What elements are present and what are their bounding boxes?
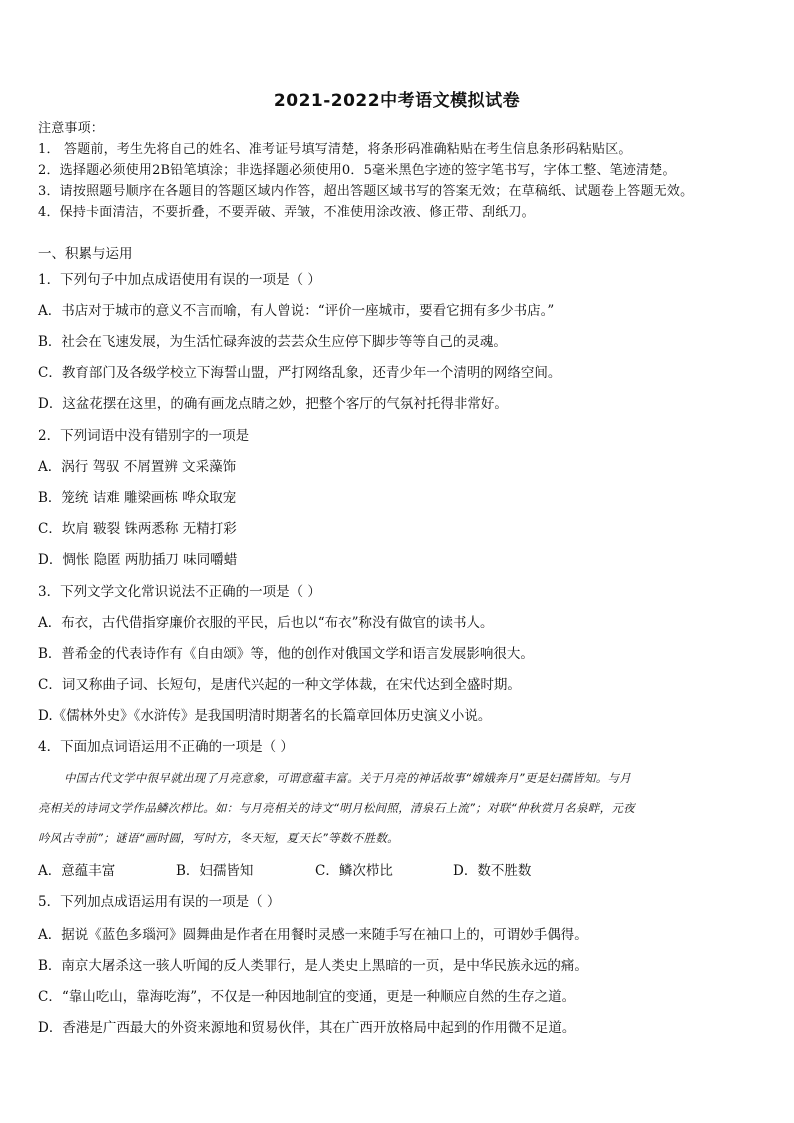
option-d: D．数不胜数 — [453, 863, 532, 879]
passage-line-1: 中国古代文学中很早就出现了月亮意象，可谓意蕴丰富。关于月亮的神话故事“嫦娥奔月”更是妇孺皆知。与月 — [64, 771, 632, 785]
notice-item-3: 3．请按照题号顺序在各题目的答题区域内作答，超出答题区域书写的答案无效；在草稿纸、试题卷上答题无效。 — [38, 184, 694, 199]
question-stem: 3．下列文学文化常识说法不正确的一项是（ ） — [38, 584, 321, 600]
option-d: D．香港是广西最大的外资来源地和贸易伙伴，其在广西开放格局中起到的作用微不足道。 — [38, 1020, 576, 1036]
option-a: A．涡行 驾驭 不屑置辨 文采藻饰 — [38, 459, 237, 475]
option-a: A．书店对于城市的意义不言而喻，有人曾说：“评价一座城市，要看它拥有多少书店。” — [38, 303, 555, 319]
option-d: D．这盆花摆在这里，的确有画龙点睛之妙，把整个客厅的气氛衬托得非常好。 — [38, 396, 508, 412]
question-stem: 1．下列句子中加点成语使用有误的一项是（ ） — [38, 272, 321, 288]
passage-line-2: 亮相关的诗词文学作品鳞次栉比。如：与月亮相关的诗文“明月松间照，清泉石上流”；对联“仲秋赏月名泉畔，元夜 — [38, 801, 635, 815]
option-b: B．普希金的代表诗作有《自由颂》等，他的创作对俄国文学和语言发展影响很大。 — [38, 646, 534, 662]
question-stem: 2．下列词语中没有错别字的一项是 — [38, 428, 250, 444]
section-heading: 一、积累与运用 — [38, 246, 133, 262]
question-stem: 5．下列加点成语运用有误的一项是（ ） — [38, 894, 281, 910]
option-c: C．词又称曲子词、长短句，是唐代兴起的一种文学体裁，在宋代达到全盛时期。 — [38, 677, 521, 693]
option-a: A．据说《蓝色多瑙河》圆舞曲是作者在用餐时灵感一来随手写在袖口上的，可谓妙手偶得。 — [38, 927, 588, 943]
options-row — [38, 862, 531, 880]
option-c: C．“靠山吃山，靠海吃海”，不仅是一种因地制宜的变通，更是一种顺应自然的生存之道。 — [38, 989, 576, 1005]
option-a: A．布衣，古代借指穿廉价衣服的平民，后也以“布衣”称没有做官的读书人。 — [38, 615, 494, 631]
notice-item-2: 2．选择题必须使用2B铅笔填涂；非选择题必须使用0．5毫米黑色字迹的签字笔书写，字体工整、笔迹清楚。 — [38, 163, 676, 178]
option-d: D.《儒林外史》《水浒传》是我国明清时期著名的长篇章回体历史演义小说。 — [38, 708, 492, 724]
option-c: C．鳞次栉比 — [315, 863, 393, 879]
option-a: A．意蕴丰富 — [38, 863, 116, 879]
question-stem: 4．下面加点词语运用不正确的一项是（ ） — [38, 739, 294, 755]
option-c: C．坎肩 皲裂 铢两悉称 无精打彩 — [38, 521, 237, 537]
notice-heading: 注意事项： — [38, 121, 105, 136]
option-b: B．社会在飞速发展，为生活忙碌奔波的芸芸众生应停下脚步等等自己的灵魂。 — [38, 334, 507, 350]
exam-title: 2021-2022中考语文模拟试卷 — [273, 91, 521, 111]
option-c: C．教育部门及各级学校立下海誓山盟，严打网络乱象，还青少年一个清明的网络空间。 — [38, 365, 562, 381]
option-b: B．妇孺皆知 — [176, 863, 254, 879]
option-b: B．南京大屠杀这一骇人听闻的反人类罪行，是人类史上黑暗的一页，是中华民族永远的痛。 — [38, 958, 588, 974]
option-d: D．惆怅 隐匿 两肋插刀 味同嚼蜡 — [38, 552, 238, 568]
option-b: B．笼统 诘难 雕梁画栋 哗众取宠 — [38, 490, 237, 506]
notice-item-1: 1． 答题前，考生先将自己的姓名、准考证号填写清楚，将条形码准确粘贴在考生信息条形码粘贴区。 — [38, 142, 632, 157]
notice-item-4: 4．保持卡面清洁，不要折叠，不要弄破、弄皱，不准使用涂改液、修正带、刮纸刀。 — [38, 205, 535, 220]
passage-line-3: 吟风古寺前”；谜语“画时圆，写时方，冬天短，夏天长”等数不胜数。 — [38, 831, 399, 845]
